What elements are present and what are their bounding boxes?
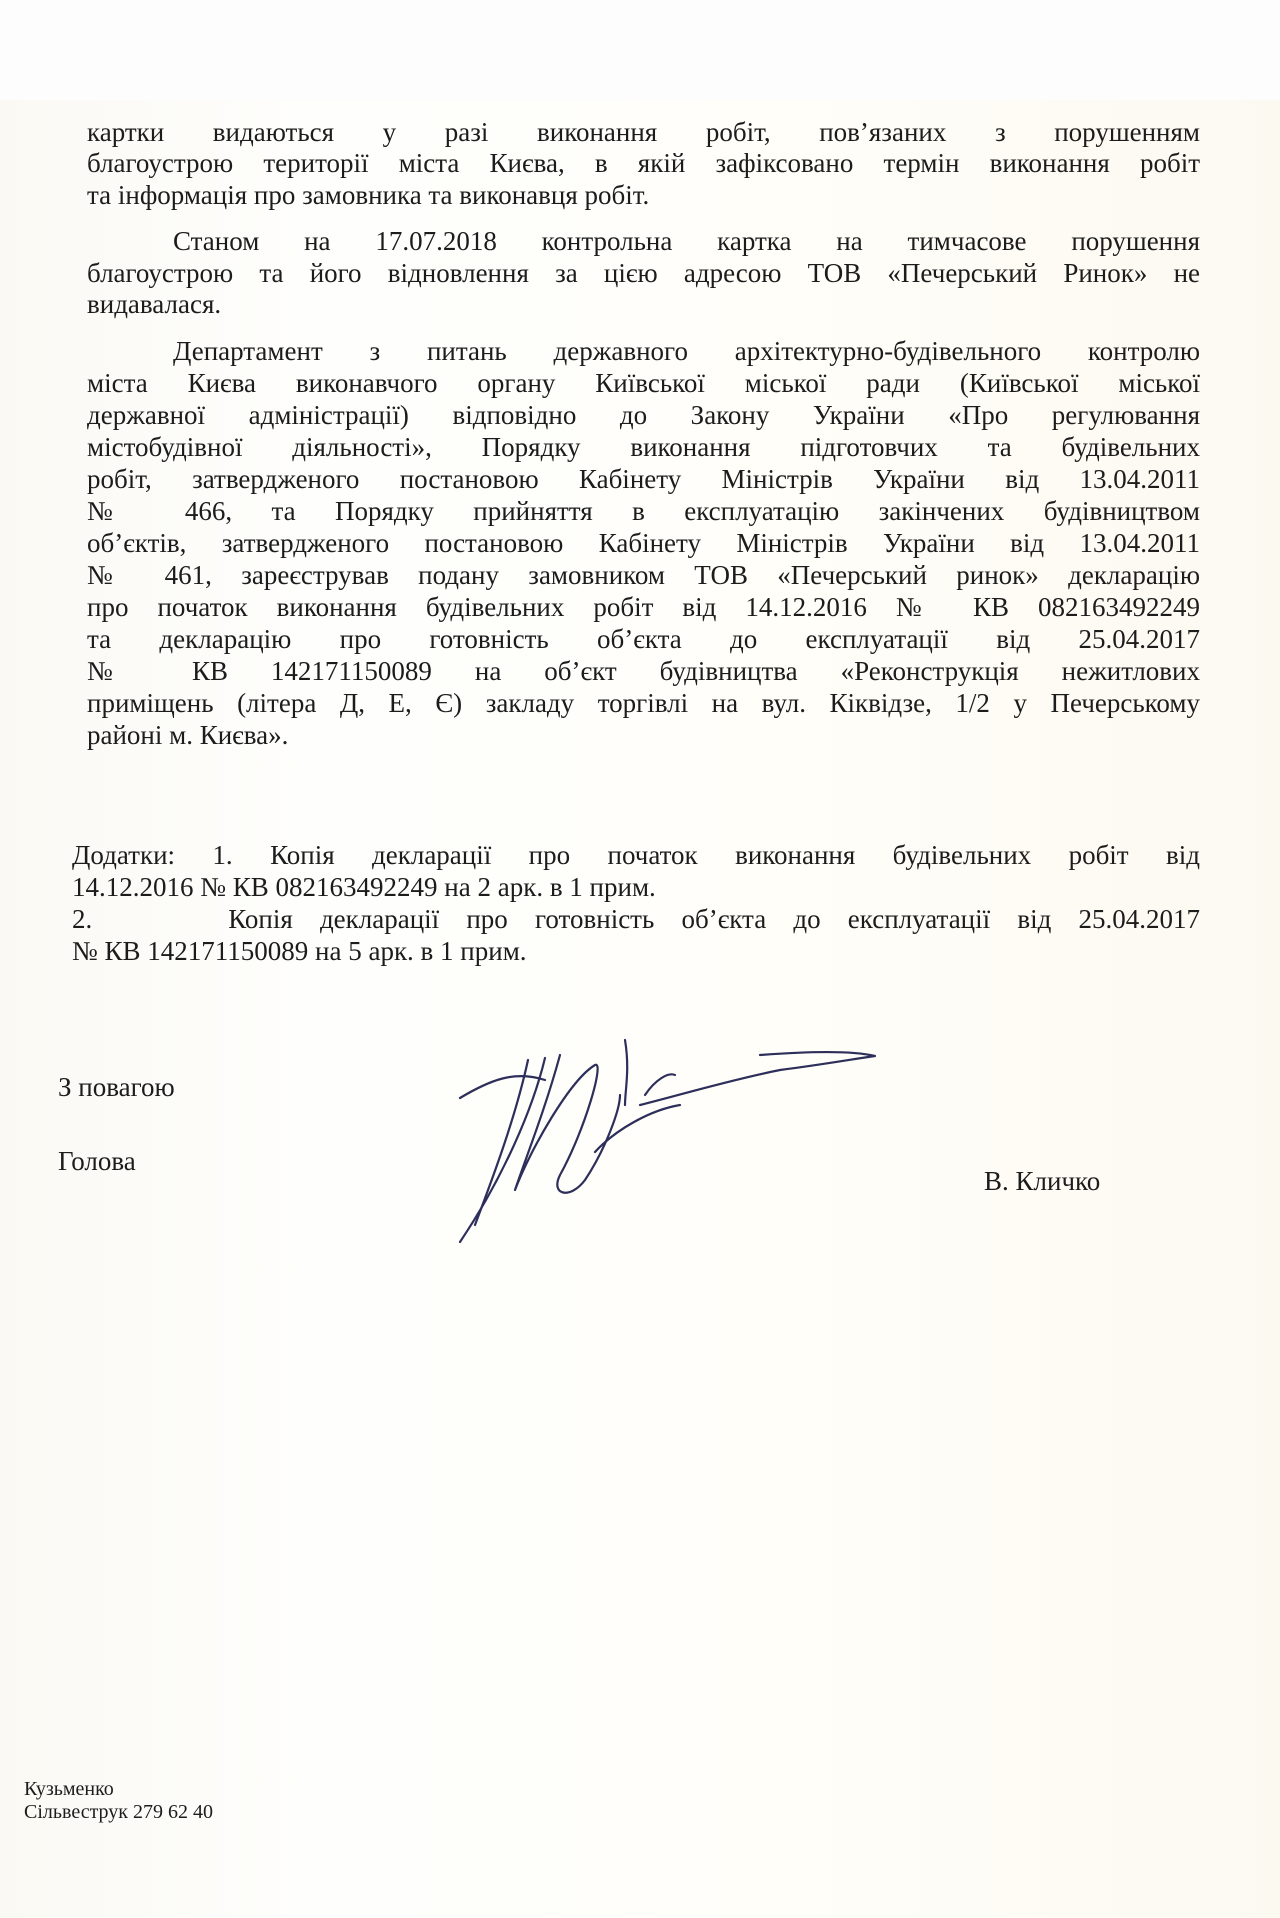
paragraph-2-line-2: благоустрою та його відновлення за цією адресою ТОВ «Печерський Ринок» не <box>87 258 1200 288</box>
paragraph-3-line-3: державної адміністрації) відповідно до Закону України «Про регулювання <box>87 400 1200 430</box>
paragraph-1-line-2: благоустрою території міста Києва, в якій зафіксовано термін виконання робіт <box>87 148 1200 178</box>
executor-name: Кузьменко <box>24 1778 114 1800</box>
paragraph-1-line-1: картки видаються у разі виконання робіт, пов’язаних з порушенням <box>87 117 1200 147</box>
paragraph-3-line-13: районі м. Києва». <box>87 720 289 750</box>
attachment-2-line-1: 2. Копія декларації про готовність об’єкта до експлуатації від 25.04.2017 <box>72 904 1200 934</box>
attachment-2-line-2: № КВ 142171150089 на 5 арк. в 1 прим. <box>72 936 527 966</box>
handwritten-signature <box>420 1010 920 1250</box>
paragraph-3-line-5: робіт, затвердженого постановою Кабінету Міністрів України від 13.04.2011 <box>87 464 1200 494</box>
paragraph-3-line-9: про початок виконання будівельних робіт від 14.12.2016 № КВ 082163492249 <box>87 592 1200 622</box>
executor-contact: Сільвеструк 279 62 40 <box>24 1801 214 1823</box>
paragraph-3-line-12: приміщень (літера Д, Е, Є) закладу торгівлі на вул. Кіквідзе, 1/2 у Печерському <box>87 688 1200 718</box>
paragraph-3-line-1: Департамент з питань державного архітектурно-будівельного контролю <box>173 336 1200 366</box>
paragraph-2-line-1: Станом на 17.07.2018 контрольна картка на тимчасове порушення <box>173 226 1200 256</box>
signatory-name: В. Кличко <box>984 1166 1101 1196</box>
attachment-1-line-1: Додатки: 1. Копія декларації про початок виконання будівельних робіт від <box>72 840 1200 870</box>
paragraph-3-line-11: № КВ 142171150089 на об’єкт будівництва «Реконструкція нежитлових <box>87 656 1200 686</box>
paragraph-3-line-7: об’єктів, затвердженого постановою Кабінету Міністрів України від 13.04.2011 <box>87 528 1200 558</box>
closing-regards: З повагою <box>58 1072 175 1102</box>
paragraph-3-line-2: міста Києва виконавчого органу Київської міської ради (Київської міської <box>87 368 1200 398</box>
paragraph-1-line-3: та інформація про замовника та виконавця робіт. <box>87 180 650 210</box>
attachment-1-line-2: 14.12.2016 № КВ 082163492249 на 2 арк. в 1 прим. <box>72 872 656 902</box>
scan-top-margin <box>0 0 1280 100</box>
paragraph-3-line-6: № 466, та Порядку прийняття в експлуатацію закінчених будівництвом <box>87 496 1200 526</box>
signatory-position: Голова <box>58 1146 136 1176</box>
paragraph-3-line-8: № 461, зареєстрував подану замовником ТОВ «Печерський ринок» декларацію <box>87 560 1200 590</box>
paragraph-3-line-10: та декларацію про готовність об’єкта до експлуатації від 25.04.2017 <box>87 624 1200 654</box>
paragraph-2-line-3: видавалася. <box>87 289 222 319</box>
paragraph-3-line-4: містобудівної діяльності», Порядку виконання підготовчих та будівельних <box>87 432 1200 462</box>
